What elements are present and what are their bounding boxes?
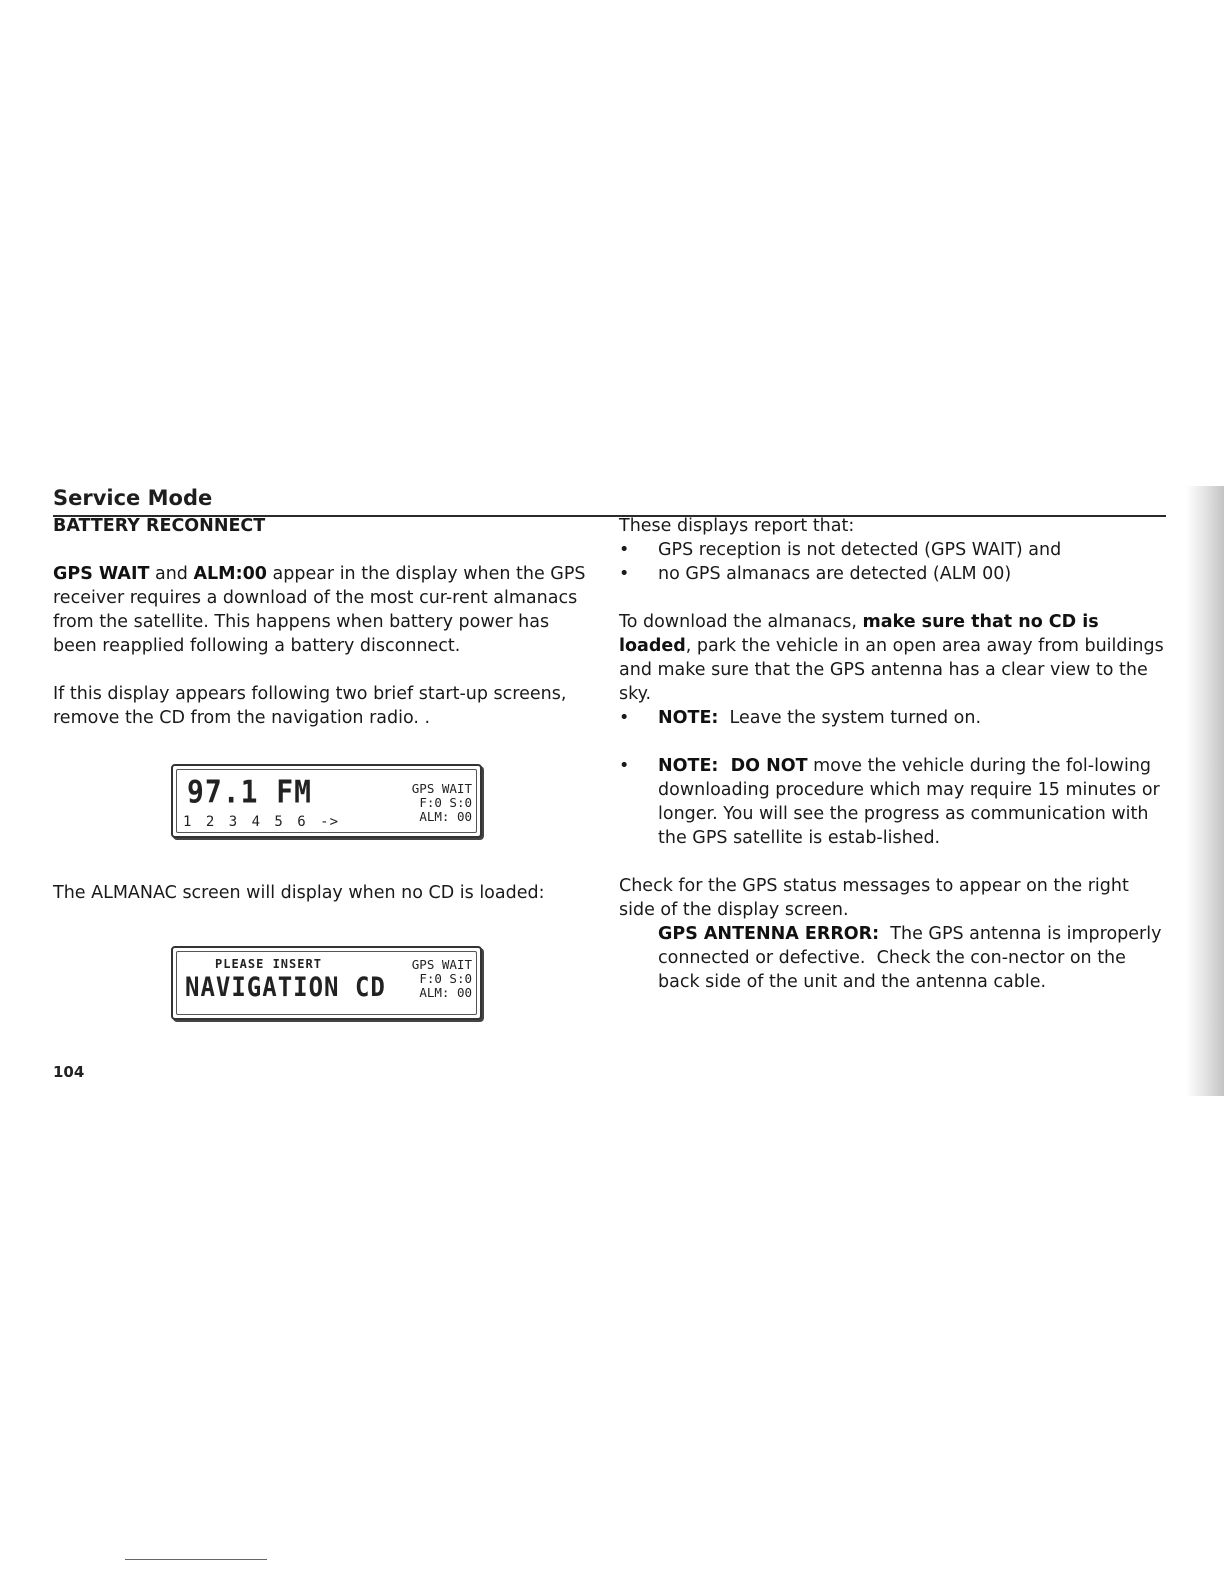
antenna-error-label: GPS ANTENNA ERROR: — [658, 924, 880, 944]
gps-wait-status: GPS WAIT — [411, 957, 472, 972]
gps-wait-status: GPS WAIT — [411, 781, 472, 796]
note-leave-on — [619, 706, 1169, 730]
check-status-paragraph: Check for the GPS status messages to appear on the right side of the display screen. — [619, 876, 1129, 920]
almanac-screen-paragraph-wrap — [53, 881, 598, 905]
note-label: NOTE: — [658, 708, 719, 728]
bullet-text: no GPS almanacs are detected (ALM 00) — [658, 564, 1012, 584]
page-number: 104 — [53, 1063, 85, 1081]
download-instructions: , park the vehicle in an open area away from buildings and make sure that the GPS antenna has a clear view to the sky. — [619, 636, 1164, 704]
fix-satellite-status: F:0 S:0 — [419, 971, 472, 986]
antenna-error-text: The GPS antenna is improperly connected or defective. Check the con-nector on the back side of the unit and the antenna cable. — [658, 924, 1168, 992]
right-column — [619, 514, 1169, 994]
download-paragraph — [619, 610, 1169, 706]
almanac-status: ALM: 00 — [419, 809, 472, 824]
navigation-cd-text: NAVIGATION CD — [185, 972, 386, 1003]
note-label: NOTE: — [658, 756, 719, 776]
gps-status-block — [412, 958, 472, 1000]
bottom-underline — [125, 1559, 267, 1560]
left-column — [53, 514, 598, 730]
bullet-almanacs — [619, 562, 1169, 586]
no-cd-warning: make sure that no CD is loaded — [619, 612, 1099, 656]
almanac-status: ALM: 00 — [419, 985, 472, 1000]
alm-term: ALM:00 — [193, 564, 267, 584]
bullet-gps-reception — [619, 538, 1169, 562]
do-not-text: DO NOT — [718, 756, 808, 776]
preset-row: 1 2 3 4 5 6 -> — [183, 814, 340, 830]
note-text: Leave the system turned on. — [718, 708, 982, 728]
page-edge-shadow — [1186, 486, 1224, 1096]
section-title: Service Mode — [53, 486, 213, 510]
bullet-dot: • — [619, 564, 630, 584]
download-lead: To download the almanacs, — [619, 612, 863, 632]
almanac-screen-paragraph: The ALMANAC screen will display when no CD is loaded: — [53, 883, 545, 903]
fix-satellite-status: F:0 S:0 — [419, 795, 472, 810]
gps-wait-term: GPS WAIT — [53, 564, 150, 584]
radio-display-insert-cd — [171, 946, 482, 1020]
antenna-error-paragraph — [619, 922, 1169, 994]
bullet-dot: • — [619, 708, 630, 728]
gps-wait-explanation: appear in the display when the GPS receiver requires a download of the most cur-rent almanacs from the satellite. This happens when battery power has been reapplied following a battery disconnect. — [53, 564, 586, 656]
frequency-readout: 97.1 FM — [187, 774, 313, 811]
report-intro: These displays report that: — [619, 516, 855, 536]
radio-display-fm — [171, 764, 482, 838]
startup-paragraph: If this display appears following two brief start-up screens, remove the CD from the navigation radio. . — [53, 684, 567, 728]
bullet-dot: • — [619, 756, 630, 776]
note-do-not-move — [619, 754, 1169, 850]
note-text: move the vehicle during the fol-lowing downloading procedure which may require 15 minutes or longer. You will see the progress as communication with the GPS satellite is estab-lished. — [658, 756, 1160, 848]
and-text: and — [149, 564, 194, 584]
bullet-dot: • — [619, 540, 630, 560]
gps-wait-paragraph — [53, 562, 598, 658]
bullet-text: GPS reception is not detected (GPS WAIT) and — [658, 540, 1062, 560]
gps-status-block — [412, 782, 472, 824]
please-insert-text: PLEASE INSERT — [215, 957, 322, 971]
battery-reconnect-heading: BATTERY RECONNECT — [53, 516, 266, 536]
